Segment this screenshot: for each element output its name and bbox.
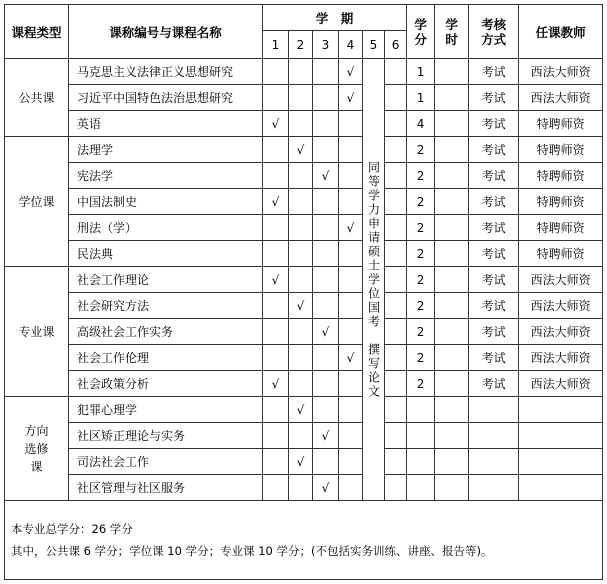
- course-name: 马克思主义法律正义思想研究: [69, 59, 263, 85]
- semester-number: 3: [313, 31, 339, 59]
- semester-cell-3: [313, 85, 339, 111]
- semester-cell-1: [263, 59, 289, 85]
- table-row: [5, 345, 603, 371]
- assessment-cell: 考试: [469, 137, 519, 163]
- semester-cell-4: [339, 189, 363, 215]
- semester-cell-2: [289, 345, 313, 371]
- credits-cell: 2: [407, 215, 435, 241]
- teacher-cell: [519, 475, 603, 501]
- teacher-cell: 西法大师资: [519, 293, 603, 319]
- hours-cell: [435, 397, 469, 423]
- semester-cell-2: [289, 267, 313, 293]
- semester-cell-6: [385, 293, 407, 319]
- header-assessment: 考核方式: [469, 5, 519, 59]
- semester-cell-4: √: [339, 215, 363, 241]
- teacher-cell: 西法大师资: [519, 59, 603, 85]
- semester-cell-1: [263, 345, 289, 371]
- table-row: [5, 397, 603, 423]
- semester-cell-6: [385, 163, 407, 189]
- table-row: [5, 371, 603, 397]
- semester-cell-2: √: [289, 449, 313, 475]
- semester-cell-3: √: [313, 423, 339, 449]
- hours-cell: [435, 137, 469, 163]
- teacher-cell: [519, 397, 603, 423]
- credits-cell: 1: [407, 85, 435, 111]
- semester-number: 1: [263, 31, 289, 59]
- semester-cell-1: [263, 423, 289, 449]
- course-name: 英语: [69, 111, 263, 137]
- semester-cell-4: [339, 293, 363, 319]
- footer-credit-breakdown: 其中，公共课 6 学分；学位课 10 学分；专业课 10 学分；(不包括实务训练、讲座、报告等)。: [11, 544, 493, 558]
- teacher-cell: 西法大师资: [519, 319, 603, 345]
- assessment-cell: 考试: [469, 163, 519, 189]
- table-row: [5, 111, 603, 137]
- semester-cell-3: [313, 449, 339, 475]
- hours-cell: [435, 59, 469, 85]
- semester-cell-1: [263, 137, 289, 163]
- semester-cell-4: [339, 111, 363, 137]
- semester-cell-6: [385, 345, 407, 371]
- semester-cell-2: [289, 241, 313, 267]
- semester-cell-1: √: [263, 267, 289, 293]
- semester-cell-4: [339, 319, 363, 345]
- semester-cell-1: [263, 319, 289, 345]
- teacher-cell: 特聘师资: [519, 189, 603, 215]
- teacher-cell: 特聘师资: [519, 163, 603, 189]
- header-teacher: 任课教师: [519, 5, 603, 59]
- semester-cell-6: [385, 137, 407, 163]
- semester-cell-3: [313, 111, 339, 137]
- semester-cell-1: √: [263, 371, 289, 397]
- semester-cell-2: [289, 423, 313, 449]
- semester-cell-2: [289, 189, 313, 215]
- category-major: 专业课: [5, 267, 69, 397]
- footer-summary: [5, 501, 603, 580]
- header-course-type: 课程类型: [5, 5, 69, 59]
- teacher-cell: 西法大师资: [519, 371, 603, 397]
- semester-cell-3: [313, 293, 339, 319]
- hours-cell: [435, 449, 469, 475]
- semester-cell-4: √: [339, 345, 363, 371]
- teacher-cell: 特聘师资: [519, 215, 603, 241]
- credits-cell: 2: [407, 371, 435, 397]
- header-course-code-name: 课称编号与课程名称: [69, 5, 263, 59]
- hours-cell: [435, 475, 469, 501]
- course-name: 社会工作理论: [69, 267, 263, 293]
- table-row: [5, 163, 603, 189]
- semester-cell-4: [339, 267, 363, 293]
- semester-cell-4: √: [339, 85, 363, 111]
- semester-cell-6: [385, 449, 407, 475]
- assessment-cell: 考试: [469, 319, 519, 345]
- teacher-cell: 西法大师资: [519, 267, 603, 293]
- semester-cell-3: [313, 241, 339, 267]
- header-hours: 学时: [435, 5, 469, 59]
- credits-cell: [407, 397, 435, 423]
- credits-cell: 2: [407, 189, 435, 215]
- semester-cell-1: [263, 475, 289, 501]
- semester-cell-3: [313, 189, 339, 215]
- semester-cell-6: [385, 397, 407, 423]
- semester-cell-1: [263, 215, 289, 241]
- semester-cell-3: √: [313, 475, 339, 501]
- table-row: [5, 293, 603, 319]
- course-table: [4, 4, 603, 580]
- course-name: 宪法学: [69, 163, 263, 189]
- course-name: 刑法（学）: [69, 215, 263, 241]
- assessment-cell: 考试: [469, 267, 519, 293]
- credits-cell: 2: [407, 163, 435, 189]
- semester-cell-2: [289, 111, 313, 137]
- hours-cell: [435, 267, 469, 293]
- credits-cell: 1: [407, 59, 435, 85]
- semester-cell-1: [263, 293, 289, 319]
- semester-cell-6: [385, 319, 407, 345]
- semester-cell-6: [385, 189, 407, 215]
- assessment-cell: 考试: [469, 345, 519, 371]
- semester-cell-2: √: [289, 293, 313, 319]
- table-row: [5, 59, 603, 85]
- semester-number: 5: [363, 31, 385, 59]
- course-name: 社区管理与社区服务: [69, 475, 263, 501]
- semester-cell-6: [385, 371, 407, 397]
- course-name: 社会工作伦理: [69, 345, 263, 371]
- category-public: 公共课: [5, 59, 69, 137]
- teacher-cell: 特聘师资: [519, 111, 603, 137]
- hours-cell: [435, 163, 469, 189]
- category-elective: 方向选修课: [5, 397, 69, 501]
- semester-cell-6: [385, 475, 407, 501]
- assessment-cell: [469, 423, 519, 449]
- semester-cell-3: [313, 59, 339, 85]
- semester-cell-6: [385, 423, 407, 449]
- table-row: [5, 241, 603, 267]
- semester-cell-1: [263, 163, 289, 189]
- hours-cell: [435, 111, 469, 137]
- assessment-cell: 考试: [469, 111, 519, 137]
- hours-cell: [435, 423, 469, 449]
- semester-cell-4: [339, 423, 363, 449]
- header-semester: 学 期: [263, 5, 407, 31]
- semester-cell-2: [289, 59, 313, 85]
- category-degree: 学位课: [5, 137, 69, 267]
- semester-cell-6: [385, 215, 407, 241]
- course-name: 中国法制史: [69, 189, 263, 215]
- semester-cell-2: [289, 163, 313, 189]
- assessment-cell: 考试: [469, 189, 519, 215]
- hours-cell: [435, 215, 469, 241]
- semester-cell-6: [385, 85, 407, 111]
- credits-cell: 2: [407, 345, 435, 371]
- semester-number: 2: [289, 31, 313, 59]
- semester-cell-1: √: [263, 111, 289, 137]
- assessment-cell: [469, 449, 519, 475]
- assessment-cell: [469, 475, 519, 501]
- semester-cell-3: [313, 397, 339, 423]
- table-row: [5, 475, 603, 501]
- semester-cell-3: [313, 345, 339, 371]
- semester-cell-6: [385, 241, 407, 267]
- semester-cell-3: [313, 137, 339, 163]
- credits-cell: 2: [407, 293, 435, 319]
- semester-cell-1: [263, 449, 289, 475]
- table-row: [5, 85, 603, 111]
- table-body: [5, 59, 603, 501]
- semester-cell-3: √: [313, 163, 339, 189]
- semester-cell-6: [385, 111, 407, 137]
- semester-number: 4: [339, 31, 363, 59]
- teacher-cell: [519, 423, 603, 449]
- assessment-cell: 考试: [469, 215, 519, 241]
- semester-cell-2: √: [289, 397, 313, 423]
- semester-cell-2: [289, 319, 313, 345]
- header-credits: 学分: [407, 5, 435, 59]
- course-name: 习近平中国特色法治思想研究: [69, 85, 263, 111]
- credits-cell: 2: [407, 241, 435, 267]
- course-name: 社会政策分析: [69, 371, 263, 397]
- table-row: [5, 137, 603, 163]
- course-name: 社区矫正理论与实务: [69, 423, 263, 449]
- semester-cell-1: [263, 397, 289, 423]
- semester-number: 6: [385, 31, 407, 59]
- assessment-cell: 考试: [469, 59, 519, 85]
- course-name: 社会研究方法: [69, 293, 263, 319]
- course-name: 法理学: [69, 137, 263, 163]
- semester-cell-2: [289, 215, 313, 241]
- semester-cell-2: √: [289, 137, 313, 163]
- semester-cell-3: [313, 371, 339, 397]
- credits-cell: [407, 423, 435, 449]
- assessment-cell: 考试: [469, 371, 519, 397]
- semester-cell-1: [263, 85, 289, 111]
- semester-cell-4: [339, 137, 363, 163]
- hours-cell: [435, 85, 469, 111]
- table-row: [5, 449, 603, 475]
- table-row: [5, 423, 603, 449]
- hours-cell: [435, 241, 469, 267]
- semester-cell-3: [313, 215, 339, 241]
- teacher-cell: [519, 449, 603, 475]
- credits-cell: 2: [407, 137, 435, 163]
- semester-cell-4: [339, 163, 363, 189]
- assessment-cell: [469, 397, 519, 423]
- assessment-cell: 考试: [469, 85, 519, 111]
- course-name: 高级社会工作实务: [69, 319, 263, 345]
- table-row: [5, 319, 603, 345]
- semester-cell-1: √: [263, 189, 289, 215]
- semester-cell-4: [339, 449, 363, 475]
- table-row: [5, 267, 603, 293]
- course-name: 司法社会工作: [69, 449, 263, 475]
- teacher-cell: 西法大师资: [519, 85, 603, 111]
- table-row: [5, 189, 603, 215]
- semester-5-note: 同等学力申请硕士学位国考 撰写论文: [363, 59, 385, 501]
- hours-cell: [435, 345, 469, 371]
- assessment-cell: 考试: [469, 293, 519, 319]
- semester-cell-4: [339, 397, 363, 423]
- teacher-cell: 西法大师资: [519, 345, 603, 371]
- semester-cell-3: [313, 267, 339, 293]
- semester-cell-3: √: [313, 319, 339, 345]
- semester-cell-2: [289, 371, 313, 397]
- semester-cell-4: √: [339, 59, 363, 85]
- semester-cell-4: [339, 371, 363, 397]
- credits-cell: [407, 449, 435, 475]
- semester-cell-1: [263, 241, 289, 267]
- credits-cell: 2: [407, 319, 435, 345]
- semester-cell-4: [339, 241, 363, 267]
- semester-cell-6: [385, 59, 407, 85]
- credits-cell: 4: [407, 111, 435, 137]
- semester-cell-6: [385, 267, 407, 293]
- hours-cell: [435, 293, 469, 319]
- hours-cell: [435, 189, 469, 215]
- hours-cell: [435, 371, 469, 397]
- semester-cell-4: [339, 475, 363, 501]
- hours-cell: [435, 319, 469, 345]
- course-name: 民法典: [69, 241, 263, 267]
- teacher-cell: 特聘师资: [519, 137, 603, 163]
- semester-cell-2: [289, 85, 313, 111]
- semester-cell-2: [289, 475, 313, 501]
- course-name: 犯罪心理学: [69, 397, 263, 423]
- credits-cell: [407, 475, 435, 501]
- table-row: [5, 215, 603, 241]
- teacher-cell: 特聘师资: [519, 241, 603, 267]
- credits-cell: 2: [407, 267, 435, 293]
- assessment-cell: 考试: [469, 241, 519, 267]
- footer-total-credits: 本专业总学分：26 学分: [11, 522, 133, 536]
